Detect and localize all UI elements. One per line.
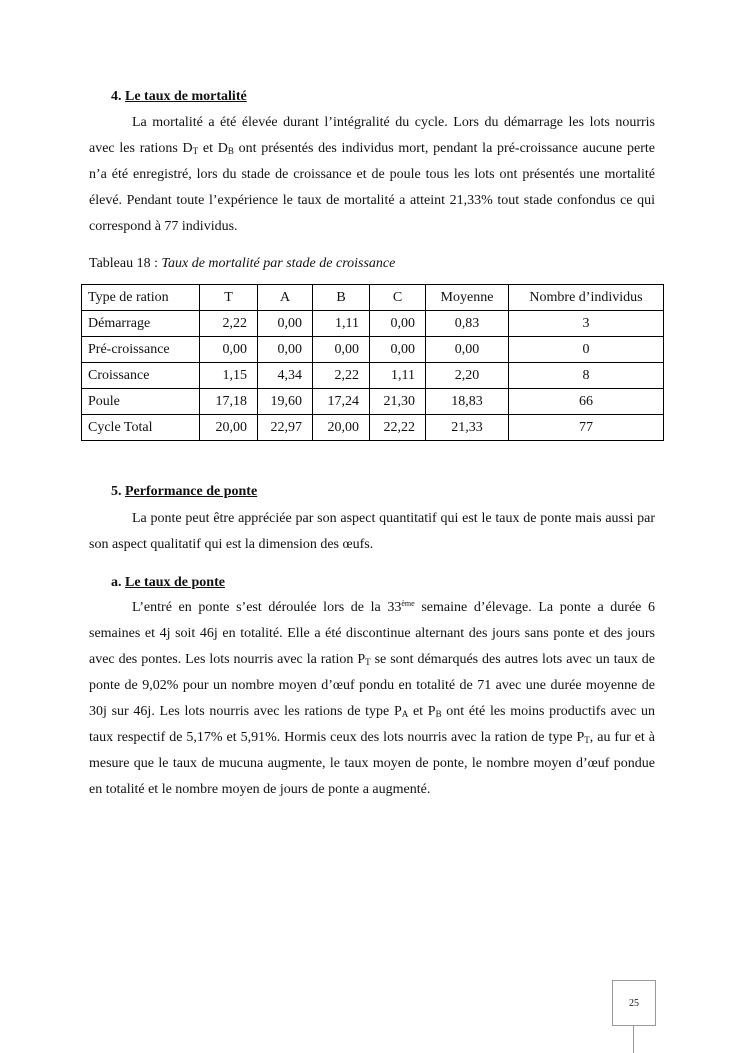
table-cell: 0,00 <box>200 337 258 363</box>
section-4-title: Le taux de mortalité <box>125 89 247 104</box>
table-cell: 0,00 <box>370 337 426 363</box>
table-cell: 1,11 <box>370 363 426 389</box>
table-row <box>82 363 664 389</box>
section-a-number: a. <box>111 575 122 590</box>
section-4-number: 4. <box>111 89 122 104</box>
section-5-heading <box>111 484 257 500</box>
table-cell: 66 <box>509 389 664 415</box>
table-cell: 0 <box>509 337 664 363</box>
section-4-paragraph: La mortalité a été élevée durant l’intégralité du cycle. Lors du démarrage les lots nourris avec les rations $D_T$ et $D_B$ ont présentés des individus mort, pendant la pré-croissance aucune perte n’a été enregistré, lors du stade de croissance et de poule tous les lots ont présentés une mortalité élevé. Pendant toute l’expérience le taux de mortalité a atteint 21,33% tout stade confondus ce qui correspond à 77 individus. <box>89 115 655 234</box>
table-cell: 0,00 <box>258 311 313 337</box>
table-cell: 21,30 <box>370 389 426 415</box>
table-row <box>82 311 664 337</box>
table-header-cell: Type de ration <box>82 285 200 311</box>
table-cell: 2,22 <box>313 363 370 389</box>
table-cell: 20,00 <box>313 415 370 441</box>
page-number-rule <box>633 1025 634 1053</box>
table-cell: 77 <box>509 415 664 441</box>
table-row <box>82 415 664 441</box>
table-header-cell: T <box>200 285 258 311</box>
section-a-title: Le taux de ponte <box>125 575 225 590</box>
table-row <box>82 389 664 415</box>
table-header-cell: Moyenne <box>426 285 509 311</box>
table-cell: 4,34 <box>258 363 313 389</box>
section-5-paragraph: La ponte peut être appréciée par son aspect quantitatif qui est le taux de ponte mais aussi par son aspect qualitatif qui est la dimension des œufs. <box>89 511 655 552</box>
table-cell: 17,18 <box>200 389 258 415</box>
section-4-heading <box>111 89 247 105</box>
section-5-number: 5. <box>111 484 122 499</box>
table-cell: 0,00 <box>370 311 426 337</box>
table-cell: 22,97 <box>258 415 313 441</box>
table-cell: 18,83 <box>426 389 509 415</box>
table-cell: 1,15 <box>200 363 258 389</box>
table-cell: Croissance <box>82 363 200 389</box>
table-cell: 2,20 <box>426 363 509 389</box>
table-header-row <box>82 285 664 311</box>
table-header-cell: C <box>370 285 426 311</box>
table-cell: 1,11 <box>313 311 370 337</box>
table-cell: 17,24 <box>313 389 370 415</box>
mortality-table <box>81 284 664 441</box>
table-header-cell: B <box>313 285 370 311</box>
table-cell: 0,83 <box>426 311 509 337</box>
section-a-heading <box>111 575 225 591</box>
table-cell: Cycle Total <box>82 415 200 441</box>
table-cell: 20,00 <box>200 415 258 441</box>
page-number: 25 <box>612 980 656 1026</box>
table-cell: 0,00 <box>313 337 370 363</box>
table-cell: 0,00 <box>426 337 509 363</box>
table-cell: 3 <box>509 311 664 337</box>
table-cell: 19,60 <box>258 389 313 415</box>
table-header-cell: Nombre d’individus <box>509 285 664 311</box>
section-5-title: Performance de ponte <box>125 484 258 499</box>
table-header-cell: A <box>258 285 313 311</box>
table-cell: 22,22 <box>370 415 426 441</box>
table-cell: Poule <box>82 389 200 415</box>
table-row <box>82 337 664 363</box>
table-cell: 2,22 <box>200 311 258 337</box>
table-caption: Tableau 18 : Taux de mortalité par stade de croissance <box>89 256 396 271</box>
table-cell: Pré-croissance <box>82 337 200 363</box>
table-cell: 8 <box>509 363 664 389</box>
table-cell: 0,00 <box>258 337 313 363</box>
table-cell: Démarrage <box>82 311 200 337</box>
table-cell: 21,33 <box>426 415 509 441</box>
section-a-paragraph: L’entré en ponte s’est déroulée lors de la 33ème semaine d’élevage. La ponte a durée 6 semaines et 4j soit 46j en totalité. Elle a été discontinue alternant des jours sans ponte et des jours avec des pontes. Les lots nourris avec la ration $P_T$ se sont démarqués des autres lots avec un taux de ponte de 9,02% pour un nombre moyen d’œuf pondu en totalité de 71 avec une durée moyenne de 30j sur 46j. Les lots nourris avec les rations de type $P_A$ et $P_B$ ont été les moins productifs avec un taux respectif de 5,17% et 5,91%. Hormis ceux des lots nourris avec la ration de type $P_T$, au fur et à mesure que le taux de mucuna augmente, le taux moyen de ponte, le nombre moyen d’œuf pondue en totalité et le nombre moyen de jours de ponte a augmenté. <box>89 599 655 797</box>
